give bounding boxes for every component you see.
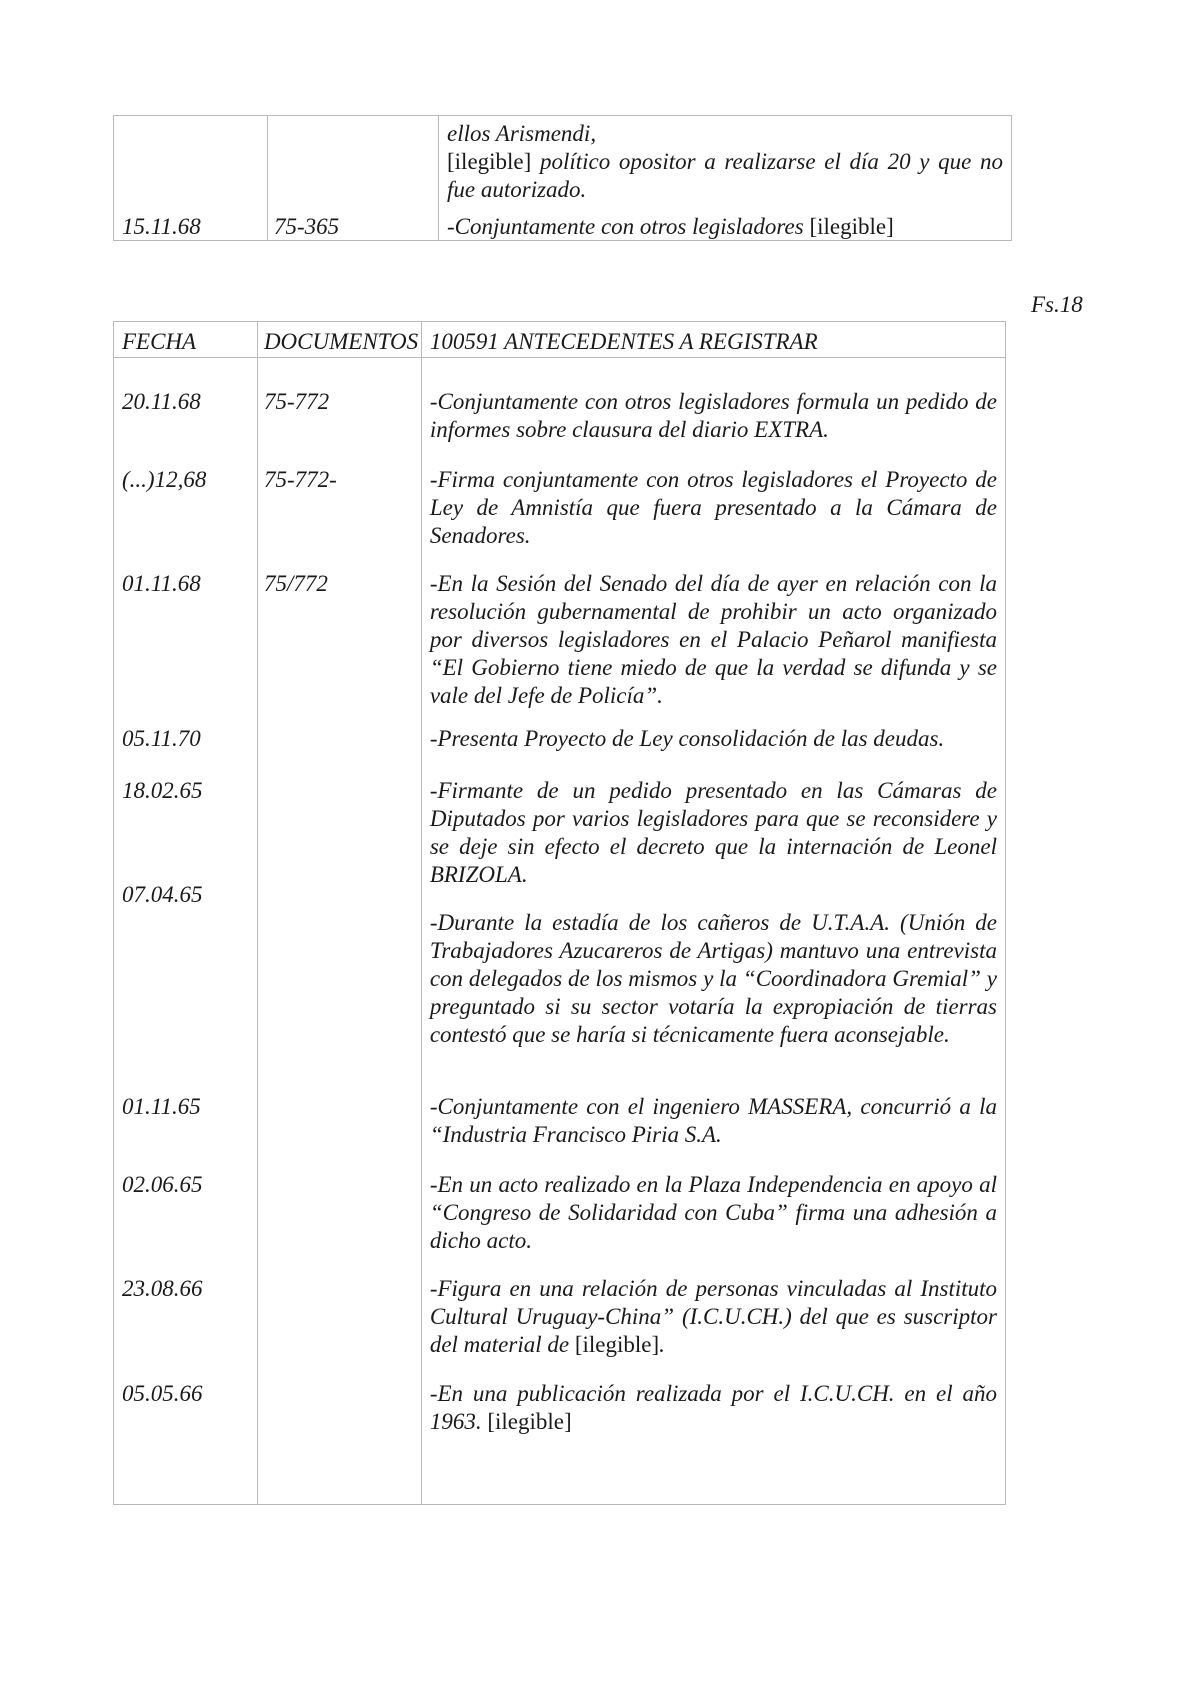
- documentos-column: [257, 358, 421, 1505]
- continued-record-text: [447, 120, 1003, 204]
- table-body-row: [114, 358, 1006, 1505]
- record-text: -En una publicación realizada por el I.C.U.CH. en el año 1963. [ilegible]: [429, 1381, 997, 1434]
- record-date: 01.11.68: [122, 571, 201, 596]
- record-date: 05.05.66: [122, 1381, 203, 1406]
- illegible-mark: [ilegible]: [487, 1409, 572, 1434]
- record-date: 07.04.65: [122, 882, 203, 907]
- folio-number: Fs.18: [1031, 292, 1083, 317]
- record-date: 23.08.66: [122, 1276, 203, 1301]
- record-text: -Conjuntamente con otros legisladores formula un pedido de informes sobre clausura del diario EXTRA.: [429, 389, 997, 442]
- illegible-mark: [ilegible]: [574, 1332, 660, 1357]
- record-date: 05.11.70: [122, 726, 201, 751]
- record-text: -Figura en una relación de personas vinculadas al Instituto Cultural Uruguay-China” (I.C.U.CH.) del que es suscriptor del material de [ilegible].: [429, 1276, 997, 1357]
- record-date: 01.11.65: [122, 1094, 201, 1119]
- record-date: 15.11.68: [122, 214, 201, 239]
- record-date: 18.02.65: [122, 778, 203, 803]
- record-text: -Presenta Proyecto de Ley consolidación de las deudas.: [429, 726, 945, 751]
- header-documentos: DOCUMENTOS: [257, 322, 421, 358]
- record-text: -Conjuntamente con otros legisladores [ilegible]: [447, 214, 894, 239]
- fecha-column: [114, 358, 258, 1505]
- record-text: -Firma conjuntamente con otros legisladores el Proyecto de Ley de Amnistía que fuera presentado a la Cámara de Senadores.: [429, 467, 997, 548]
- record-document: 75-772-: [263, 467, 337, 492]
- table-row: [114, 116, 1012, 241]
- illegible-mark: [ilegible]: [809, 214, 894, 239]
- record-text: -En la Sesión del Senado del día de ayer en relación con la resolución gubernamental de prohibir un acto organizado por diversos legisladores en el Palacio Peñarol manifiesta “El Gobierno tiene miedo de que la verdad se difunda y se vale del Jefe de Policía”.: [429, 571, 997, 708]
- antecedentes-column: [421, 358, 1005, 1505]
- record-document: 75-365: [274, 214, 340, 239]
- record-text: -Conjuntamente con el ingeniero MASSERA, concurrió a la “Industria Francisco Piria S.A.: [429, 1094, 997, 1147]
- record-date: (...)12,68: [122, 467, 207, 492]
- record-text: -Durante la estadía de los cañeros de U.T.A.A. (Unión de Trabajadores Azucareros de Artigas) mantuvo una entrevista con delegados de los mismos y la “Coordinadora Gremial” y preguntado si su sector votaría la expropiación de tierras contestó que se haría si técnicamente fuera aconsejable.: [429, 910, 997, 1047]
- record-document: 75/772: [263, 571, 328, 596]
- header-antecedentes: 100591 ANTECEDENTES A REGISTRAR: [421, 322, 1005, 358]
- table-header-row: [114, 322, 1006, 358]
- continued-line-2: político opositor a realizarse el día 20 y que no fue autorizado.: [447, 149, 1003, 202]
- antecedentes-table: [113, 321, 1006, 1505]
- record-date: 20.11.68: [122, 389, 201, 414]
- record-text: -Firmante de un pedido presentado en las Cámaras de Diputados por varios legisladores para que se reconsidere y se deje sin efecto el decreto que la internación de Leonel BRIZOLA.: [429, 778, 997, 887]
- continued-line-1: ellos Arismendi,: [447, 121, 597, 146]
- record-document: 75-772: [263, 389, 330, 414]
- record-text: -En un acto realizado en la Plaza Independencia en apoyo al “Congreso de Solidaridad con Cuba” firma una adhesión a dicho acto.: [429, 1172, 997, 1253]
- continued-records-table: [113, 115, 1012, 241]
- illegible-mark: [ilegible]: [447, 149, 532, 174]
- record-date: 02.06.65: [122, 1172, 203, 1197]
- header-fecha: FECHA: [114, 322, 258, 358]
